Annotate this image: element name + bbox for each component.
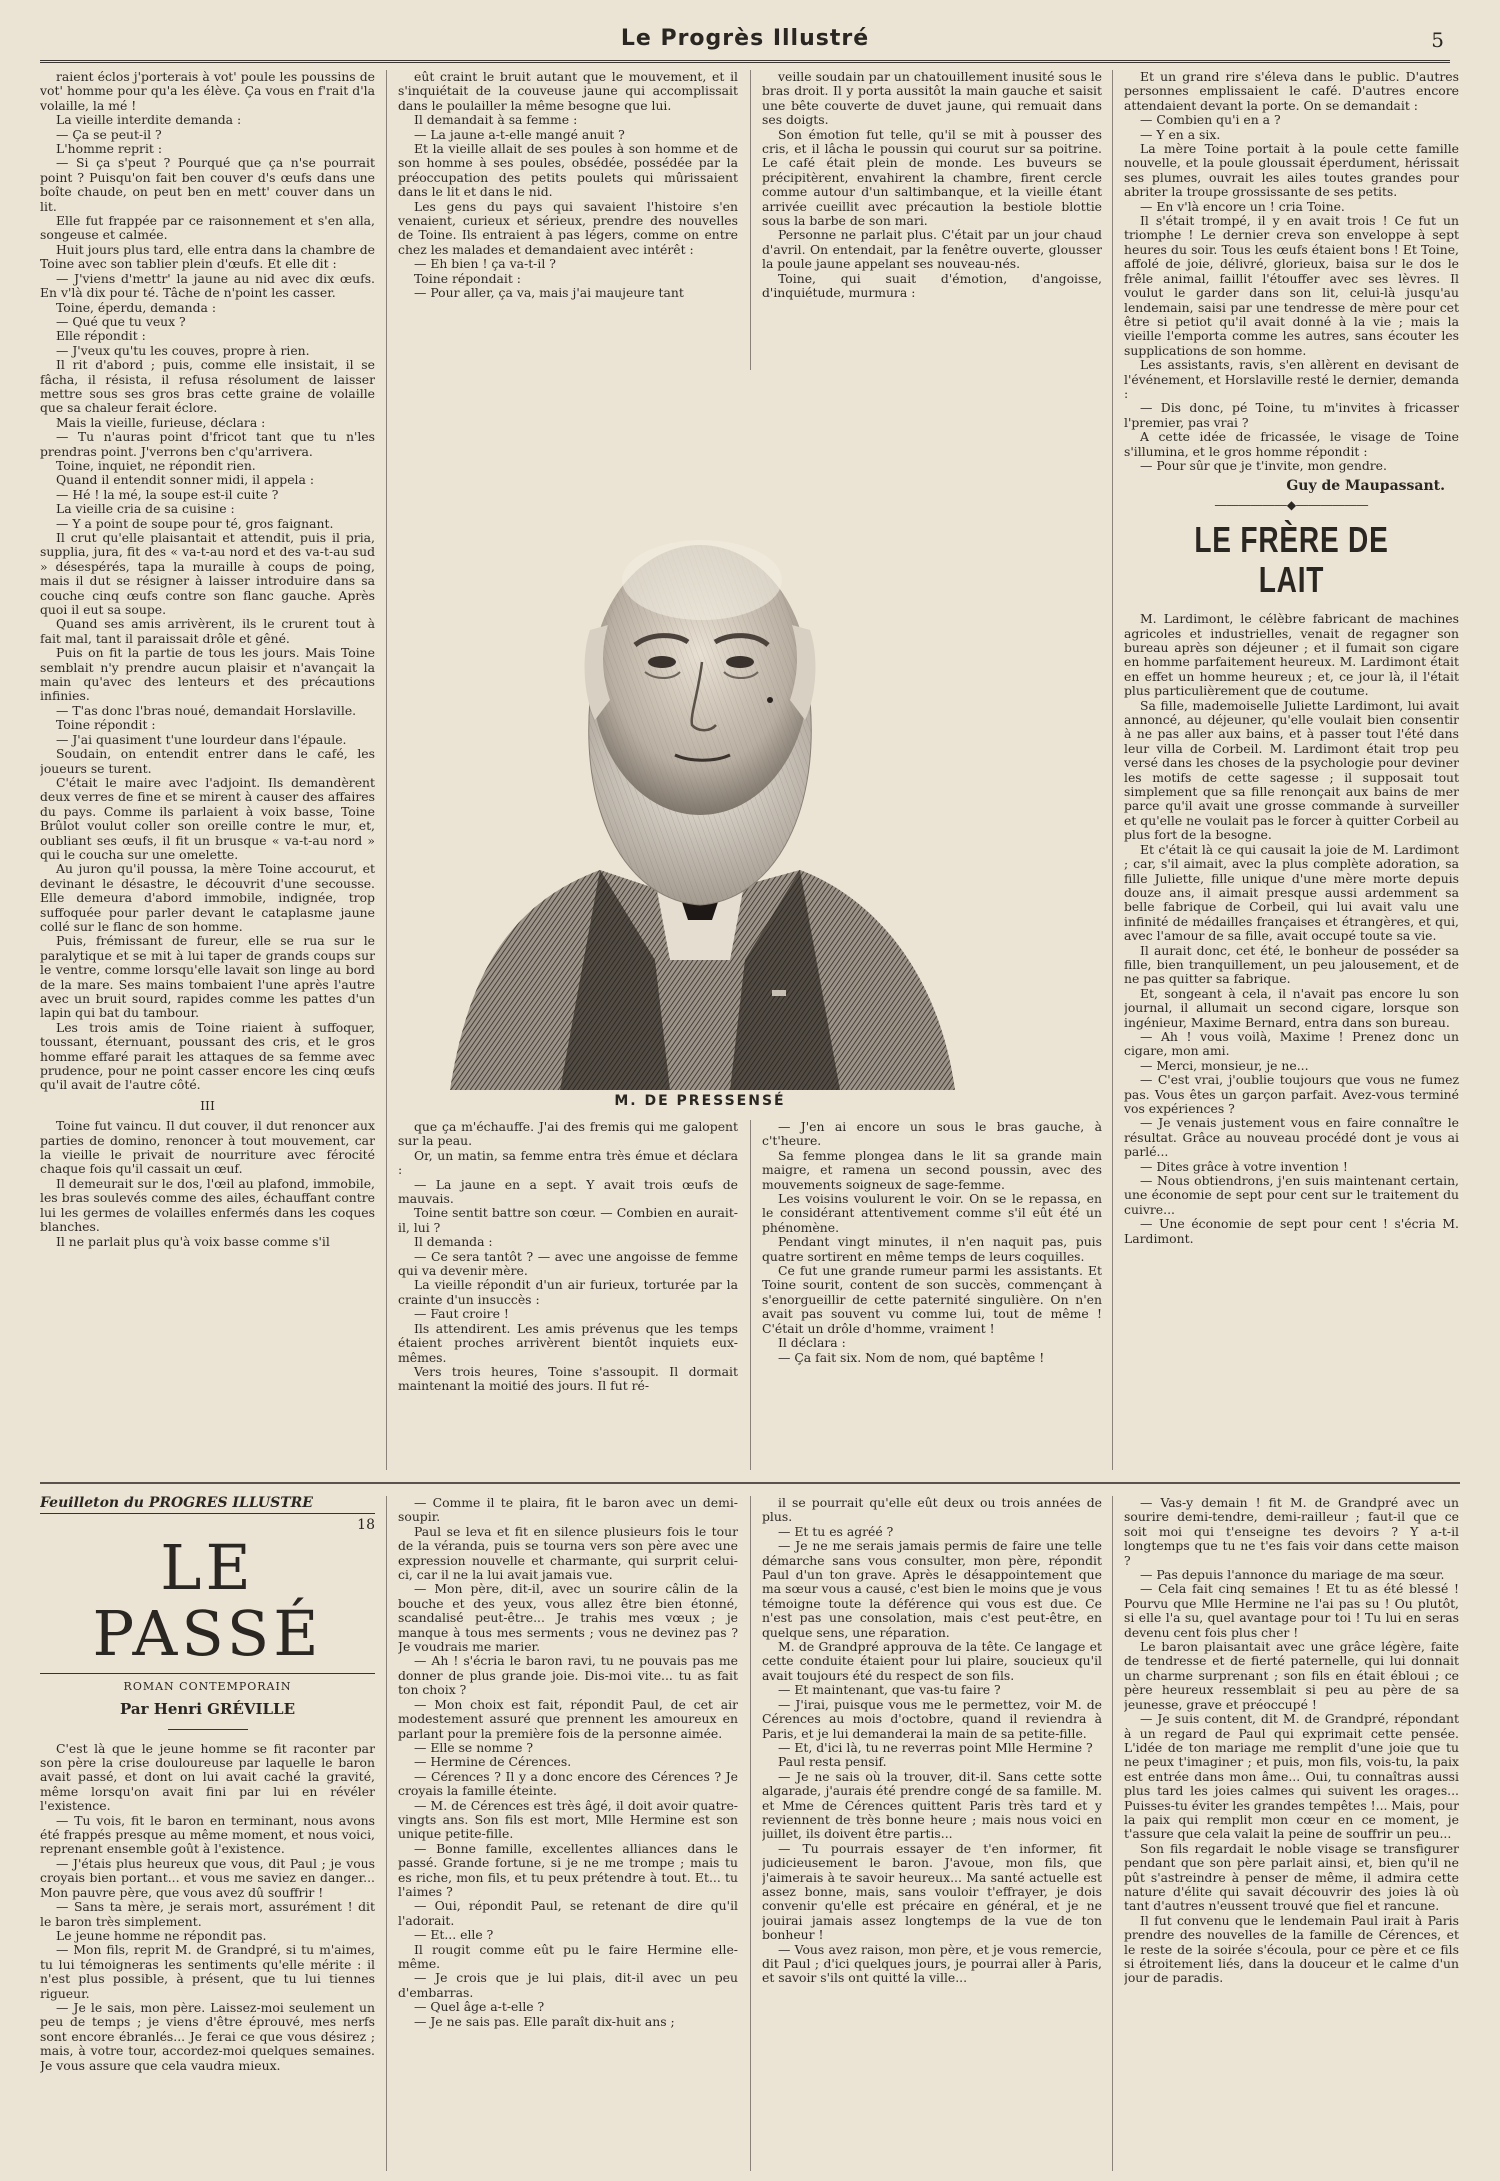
portrait-caption: M. DE PRESSENSÉ bbox=[614, 1093, 786, 1109]
paragraph: — Ça se peut-il ? bbox=[56, 126, 162, 142]
feuilleton-column-2 bbox=[398, 1496, 738, 2171]
paragraph: — Y en a six. bbox=[1140, 126, 1221, 142]
paragraph: Au juron qu'il poussa, la mère Toine accourut, et devinant le désastre, le découvrit d'une secousse. Elle demeura d'abord immobile, indignée, trop suffoquée pour parler devant le cataplasme jaune collé sur le flanc de son homme. bbox=[40, 861, 375, 934]
paragraph: Quand ses amis arrivèrent, ils le crurent tout à fait mal, tant il paraissait drôle et gêné. bbox=[40, 616, 375, 646]
paragraph: III bbox=[200, 1097, 215, 1113]
paragraph: Puis, frémissant de fureur, elle se rua sur le paralytique et se mit à lui taper de grands coups sur le ventre, comme lorsqu'elle lavait son linge au bord de la mare. Ses mains tombaient l'une après l'autre avec un bruit sourd, rapides comme les pattes d'un lapin qui bat du tambour. bbox=[40, 933, 375, 1021]
paragraph: Et, songeant à cela, il n'avait pas encore lu son journal, il allumait un second cigare, lorsque son ingénieur, Maxime Bernard, entra dans son bureau. bbox=[1124, 985, 1459, 1030]
paragraph: Toine, éperdu, demanda : bbox=[56, 299, 217, 315]
story-column-3-top bbox=[762, 70, 1102, 370]
paragraph: Paul resta pensif. bbox=[778, 1754, 887, 1770]
paragraph: — Pour aller, ça va, mais j'ai maujeure tant bbox=[414, 285, 684, 301]
paragraph: — Pour sûr que je t'invite, mon gendre. bbox=[1140, 457, 1387, 473]
paragraph: — Mon père, dit-il, avec un sourire câlin de la bouche et des yeux, vous allez être bien étonné, scandalisé peut-être... Je trahis mes vœux ; je manque à tous mes serments ; vous ne devinez pas ? Je voudrais me marier. bbox=[398, 1581, 738, 1655]
column-divider bbox=[386, 70, 387, 1470]
feuilleton-column-1 bbox=[40, 1496, 375, 2171]
paragraph: eût craint le bruit autant que le mouvement, et il s'inquiétait de la couveuse jaune qui accomplissait dans le poulailler la même besogne que lui. bbox=[398, 70, 738, 113]
article-headline: LE FRÈRE DE LAIT bbox=[1194, 519, 1389, 601]
paragraph: — Ce sera tantôt ? — avec une angoisse de femme qui va devenir mère. bbox=[398, 1248, 738, 1279]
paragraph: — J'étais plus heureux que vous, dit Paul ; je vous croyais bien portant... et vous me saviez en danger... Mon pauvre père, que vous avez dû souffrir ! bbox=[40, 1855, 375, 1900]
paragraph: Et la vieille allait de ses poules à son homme et de son homme à ses poules, obsédée, possédée par la préoccupation des petits poulets qui mûrissaient dans le lit et dans le nid. bbox=[398, 141, 738, 200]
paragraph: — Bonne famille, excellentes alliances dans le passé. Grande fortune, si je ne me trompe ; mais tu es riche, mon fils, et tu peux prétendre à tout. Et... tu l'aimes ? bbox=[398, 1840, 738, 1899]
ornament-divider: ――――――◆―――――― bbox=[1214, 497, 1369, 512]
paragraph: — Mon choix est fait, répondit Paul, de cet air modestement assuré que prennent les amoureux en parlant pour la première fois de la personne aimée. bbox=[398, 1696, 738, 1741]
paragraph: — Hermine de Cérences. bbox=[414, 1754, 572, 1770]
paragraph: — Pas depuis l'annonce du mariage de ma sœur. bbox=[1140, 1567, 1445, 1583]
paragraph: Toine sentit battre son cœur. — Combien en aurait-il, lui ? bbox=[398, 1205, 738, 1235]
paragraph: — Tu vois, fit le baron en terminant, nous avons été frappés presque au même moment, et nous voici, reprenant ensemble goût à l'existence. bbox=[40, 1812, 375, 1857]
paragraph: il se pourrait qu'elle eût deux ou trois années de plus. bbox=[762, 1496, 1102, 1525]
paragraph: — J'ai quasiment t'une lourdeur dans l'épaule. bbox=[56, 731, 347, 747]
paragraph: — La jaune en a sept. Y avait trois œufs de mauvais. bbox=[398, 1176, 738, 1207]
paragraph: — M. de Cérences est très âgé, il doit avoir quatre-vingts ans. Son fils est mort, Mlle Hermine est son unique petite-fille. bbox=[398, 1797, 738, 1842]
paragraph: — Dis donc, pé Toine, tu m'invites à fricasser l'premier, pas vrai ? bbox=[1124, 400, 1459, 430]
paragraph: — Une économie de sept pour cent ! s'écria M. Lardimont. bbox=[1124, 1216, 1459, 1246]
paragraph: Toine répondit : bbox=[56, 717, 156, 733]
paragraph: — La jaune a-t-elle mangé anuit ? bbox=[414, 126, 625, 142]
paragraph: — Vas-y demain ! fit M. de Grandpré avec un sourire demi-tendre, demi-railleur ; faut-il que ce soit moi qui t'enseigne tes devoirs ? Y a-t-il longtemps que tu ne t'es fais voir dans cette maison ? bbox=[1124, 1496, 1459, 1568]
paragraph: Son émotion fut telle, qu'il se mit à pousser des cris, et il lâcha le poussin qui courut sur sa poitrine. Le café était plein de monde. Les buveurs se précipitèrent, envahirent la chambre, firent cercle comme autour d'un saltimbanque, et la vieille étant arrivée cueillit avec précaution la bestiole blottie sous la barbe de son mari. bbox=[762, 126, 1102, 229]
paragraph: Toine, qui suait d'émotion, d'angoisse, d'inquiétude, murmura : bbox=[762, 270, 1102, 301]
paragraph: Les trois amis de Toine riaient à suffoquer, toussant, éternuant, poussant des cris, et le gros homme effaré parait les attaques de sa femme avec prudence, pour ne point casser encore les cinq œufs qu'il avait de l'autre côté. bbox=[40, 1019, 375, 1093]
paragraph: — En v'là encore un ! cria Toine. bbox=[1140, 198, 1345, 214]
paragraph: Toine répondait : bbox=[414, 270, 521, 286]
story-column-2-bottom bbox=[398, 1120, 738, 1470]
paragraph: Il rougit comme eût pu le faire Hermine elle-même. bbox=[398, 1941, 738, 1971]
novel-author: Par Henri GRÉVILLE bbox=[119, 1700, 296, 1719]
paragraph: Soudain, on entendit entrer dans le café, les joueurs se turent. bbox=[40, 746, 375, 776]
paragraph: Et un grand rire s'éleva dans le public. D'autres personnes emplissaient le café. D'autres encore attendaient devant la porte. On se demandait : bbox=[1124, 70, 1459, 113]
paragraph: Elle fut frappée par ce raisonnement et s'en alla, songeuse et calmée. bbox=[40, 213, 375, 243]
paragraph: Il aurait donc, cet été, le bonheur de posséder sa fille, bien tranquillement, un peu jalousement, et de ne pas quitter sa fabrique. bbox=[1124, 942, 1459, 987]
paragraph: Toine fut vaincu. Il dut couver, il dut renoncer aux parties de domino, renoncer à tout mouvement, car la vieille le privait de nourriture avec férocité chaque fois qu'il cassait un œuf. bbox=[40, 1118, 375, 1177]
paragraph: La vieille répondit d'un air furieux, torturée par la crainte d'un insuccès : bbox=[398, 1277, 738, 1307]
paragraph: — Je le sais, mon père. Laissez-moi seulement un peu de temps ; je viens d'être éprouvé, mes nerfs sont encore ébranlés... Je ferai ce que vous désirez ; mais, à votre tour, accordez-moi quelques semaines. Je vous assure que cela vaudra mieux. bbox=[40, 1999, 375, 2073]
paragraph: — J'en ai encore un sous le bras gauche, à c't'heure. bbox=[762, 1120, 1102, 1149]
column-divider bbox=[1112, 1496, 1113, 2171]
paragraph: Paul se leva et fit en silence plusieurs fois le tour de la véranda, puis se tourna vers son père avec une expression nouvelle et charmante, qui surprit celui-ci, car il ne la lui avait jamais vue. bbox=[398, 1523, 738, 1583]
paragraph: — Si ça s'peut ? Pourqué que ça n'se pourrait point ? Puisqu'on fait ben couver d's œufs dans une boîte chaude, on peut ben en mett' couver dans un lit. bbox=[40, 155, 375, 214]
paragraph: — Comme il te plaira, fit le baron avec un demi-soupir. bbox=[398, 1496, 738, 1525]
paragraph: Pendant vingt minutes, il n'en naquit pas, puis quatre sortirent en même temps de leurs coquilles. bbox=[762, 1234, 1102, 1264]
feuilleton-header: Feuilleton du PROGRÈS ILLUSTRÉ bbox=[40, 1496, 375, 1514]
paragraph: Il ne parlait plus qu'à voix basse comme s'il bbox=[56, 1233, 330, 1249]
paragraph: — Ah ! s'écria le baron ravi, tu ne pouvais pas me donner de plus grande joie. Dis-moi vite... tu as fait ton choix ? bbox=[398, 1653, 738, 1698]
paragraph: Il déclara : bbox=[778, 1335, 846, 1351]
paragraph: Les assistants, ravis, s'en allèrent en devisant de l'événement, et Horslaville resté le dernier, demanda : bbox=[1124, 357, 1459, 401]
paragraph: Il s'était trompé, il y en avait trois ! Ce fut un triomphe ! Le dernier creva son enveloppe à sept heures du soir. Tous les œufs étaient bons ! Et Toine, affolé de joie, délivré, glorieux, baisa sur le dos le frêle animal, faillit l'étouffer avec ses lèvres. Il voulut le garder dans son lit, celui-là jusqu'au lendemain, saisi par une tendresse de mère pour cet être si petiot qu'il avait donné à la vie ; mais la vieille l'emporta comme les autres, sans écouter les supplications de son homme. bbox=[1124, 213, 1459, 358]
paragraph: Personne ne parlait plus. C'était par un jour chaud d'avril. On entendait, par la fenêtre ouverte, glousser la poule jaune appelant ses nouveau-nés. bbox=[762, 227, 1102, 272]
masthead bbox=[40, 22, 1450, 63]
column-divider bbox=[750, 1120, 751, 1470]
feuilleton-column-3 bbox=[762, 1496, 1102, 2171]
paragraph: Elle répondit : bbox=[56, 328, 146, 344]
paragraph: — Je venais justement vous en faire connaître le résultat. Grâce au nouveau procédé dont je vous ai parlé... bbox=[1124, 1115, 1459, 1160]
newspaper-title: Le Progrès Illustré bbox=[620, 26, 870, 51]
paragraph: Il demanda : bbox=[414, 1234, 493, 1250]
portrait-engraving bbox=[440, 400, 960, 1100]
paragraph: — Tu pourrais essayer de t'en informer, fit judicieusement le baron. J'avoue, mon fils, que j'aimerais à te savoir heureux... Ma santé actuelle est assez bonne, mais, sans vouloir t'effrayer, je dois convenir qu'elle est précaire en général, et je ne jouirai jamais assez longtemps de la vue de ton bonheur ! bbox=[762, 1840, 1102, 1943]
paragraph: — Y a point de soupe pour té, gros faignant. bbox=[56, 515, 334, 531]
paragraph: Le jeune homme ne répondit pas. bbox=[56, 1927, 267, 1943]
paragraph: — Eh bien ! ça va-t-il ? bbox=[414, 256, 556, 272]
paragraph: — Je crois que je lui plais, dit-il avec un peu d'embarras. bbox=[398, 1970, 738, 2000]
paragraph: — Ah ! vous voilà, Maxime ! Prenez donc un cigare, mon ami. bbox=[1124, 1028, 1459, 1059]
paragraph: M. Lardimont, le célèbre fabricant de machines agricoles et industrielles, venait de regagner son bureau après son déjeuner ; et il fumait son cigare en homme parfaitement heureux. M. Lardimont était en effet un homme heureux ; et, ce jour là, il l'était plus particulièrement que de coutume. bbox=[1124, 611, 1459, 699]
paragraph: — Combien qu'i en a ? bbox=[1140, 112, 1281, 128]
column-divider bbox=[386, 1496, 387, 2171]
paragraph: Mais la vieille, furieuse, déclara : bbox=[56, 414, 266, 430]
paragraph: — Je ne me serais jamais permis de faire une telle démarche sans vous consulter, mon père, répondit Paul d'un ton grave. Après le désappointement que ma sœur vous a causé, c'est bien le moins que je vous témoigne toute la déférence qui vous est due. Ce n'est pas une consolation, mais c'est peut-être, en quelque sens, une réparation. bbox=[762, 1538, 1102, 1640]
column-divider bbox=[750, 70, 751, 370]
paragraph: La vieille interdite demanda : bbox=[56, 112, 242, 128]
paragraph: Il demeurait sur le dos, l'œil au plafond, immobile, les bras soulevés comme des ailes, échauffant contre lui les germes de volailles enfermés dans les coques blanches. bbox=[40, 1175, 375, 1235]
paragraph: Sa femme plongea dans le lit sa grande main maigre, et ramena un second poussin, avec des mouvements soigneux de sage-femme. bbox=[762, 1147, 1102, 1192]
paragraph: — Nous obtiendrons, j'en suis maintenant certain, une économie de sept pour cent sur le traitement du cuivre... bbox=[1124, 1173, 1459, 1217]
story-column-4 bbox=[1124, 70, 1459, 1470]
paragraph: — Je suis content, dit M. de Grandpré, répondant à un regard de Paul qui exprimait cette pensée. L'idée de ton mariage me remplit d'une joie que tu ne peux t'imaginer ; et puis, mon fils, vois-tu, la paix est entrée dans mon âme... Oui, tu connaîtras aussi plus tard les joies calmes qui suivent les orages... Puisses-tu éviter les grandes tempêtes !... Mais, pour la paix qui remplit mon cœur en ce moment, je t'assure que cela valait la peine de souffrir un peu... bbox=[1124, 1711, 1459, 1842]
paragraph: Il demandait à sa femme : bbox=[414, 112, 578, 128]
paragraph: — J'veux qu'tu les couves, propre à rien. bbox=[56, 342, 310, 358]
paragraph: — Vous avez raison, mon père, et je vous remercie, dit Paul ; d'ici quelques jours, je pourrai aller à Paris, et savoir s'ils ont quitté la ville... bbox=[762, 1941, 1102, 1986]
story-column-2-top bbox=[398, 70, 738, 370]
paragraph: — Elle se nomme ? bbox=[414, 1739, 534, 1755]
author-rule bbox=[168, 1729, 248, 1730]
paragraph: Il rit d'abord ; puis, comme elle insistait, il se fâcha, il résista, il refusa résolument de laisser mettre sous ses gros bras cette graine de volaille que sa chaleur ferait éclore. bbox=[40, 357, 375, 416]
paragraph: Huit jours plus tard, elle entra dans la chambre de Toine avec son tablier plein d'œufs. Et elle dit : bbox=[40, 241, 375, 272]
paragraph: — T'as donc l'bras noué, demandait Horslaville. bbox=[56, 702, 357, 718]
novel-subtitle: ROMAN CONTEMPORAIN bbox=[123, 1679, 292, 1693]
paragraph: A cette idée de fricassée, le visage de Toine s'illumina, et le gros homme répondit : bbox=[1124, 429, 1459, 459]
paragraph: — Et tu es agréé ? bbox=[778, 1523, 894, 1539]
paragraph: — C'est vrai, j'oublie toujours que vous ne fumez pas. Vous êtes un garçon parfait. Avez-vous terminé vos expériences ? bbox=[1124, 1072, 1459, 1116]
paragraph: — Qué que tu veux ? bbox=[56, 313, 186, 329]
paragraph: — Quel âge a-t-elle ? bbox=[414, 1999, 545, 2015]
paragraph: Or, un matin, sa femme entra très émue et déclara : bbox=[398, 1147, 738, 1178]
paragraph: — Hé ! la mé, la soupe est-il cuite ? bbox=[56, 486, 279, 502]
paragraph: Le baron plaisantait avec une grâce légère, faite de tendresse et de fierté paternelle, qui lui donnait un charme surprenant ; son fils en était ébloui ; ce père heureux ressemblait si peu au père de sa jeunesse, grave et préoccupé ! bbox=[1124, 1639, 1459, 1712]
paragraph: Il fut convenu que le lendemain Paul irait à Paris prendre des nouvelles de la famille de Cérences, et le reste de la soirée s'écoula, pour ce père et ce fils si étroitement liés, dans la douceur et le calme d'un jour de paradis. bbox=[1124, 1912, 1459, 1986]
paragraph: Ils attendirent. Les amis prévenus que les temps étaient proches arrivèrent bientôt inquiets eux-mêmes. bbox=[398, 1320, 738, 1365]
paragraph: — Oui, répondit Paul, se retenant de dire qu'il l'adorait. bbox=[398, 1898, 738, 1928]
story-column-1 bbox=[40, 70, 375, 1470]
paragraph: Et c'était là ce qui causait la joie de M. Lardimont ; car, s'il aimait, avec la plus complète adoration, sa fille Juliette, fille unique d'une mère morte depuis douze ans, il aimait presque aussi ardemment sa belle fabrique de Corbeil, qui lui avait valu une infinité de médailles françaises et étrangères, et qui, avec l'amour de sa fille, avait occupé toute sa vie. bbox=[1124, 841, 1459, 944]
paragraph: — Ça fait six. Nom de nom, qué baptême ! bbox=[778, 1349, 1045, 1365]
paragraph: — Et, d'ici là, tu ne reverras point Mlle Hermine ? bbox=[778, 1739, 1093, 1755]
portrait-illustration bbox=[440, 400, 960, 1100]
paragraph: Son fils regardait le noble visage se transfigurer pendant que son père parlait ainsi, et, bien qu'il ne pût s'astreindre à penser de même, il admira cette nature d'élite qui savait découvrir des joies là où tant d'autres n'eussent trouvé que fiel et rancune. bbox=[1124, 1840, 1459, 1914]
paragraph: Il crut qu'elle plaisantait et attendit, puis il pria, supplia, jura, fit des « va-t-au nord et des va-t-au sud » désespérés, tapa la muraille à coups de poing, mais il dut se résigner à laisser introduire dans sa couche cinq œufs contre son flanc gauche. Après quoi il eut sa soupe. bbox=[40, 530, 375, 618]
paragraph: que ça m'échauffe. J'ai des fremis qui me galopent sur la peau. bbox=[398, 1120, 738, 1149]
paragraph: — Et... elle ? bbox=[414, 1927, 494, 1943]
paragraph: — Mon fils, reprit M. de Grandpré, si tu m'aimes, tu lui témoigneras les sentiments qu'elle mérite : il n'est plus possible, à présent, que tu lui tiennes rigueur. bbox=[40, 1942, 375, 2001]
story-column-3-bottom bbox=[762, 1120, 1102, 1470]
paragraph: — Faut croire ! bbox=[414, 1306, 509, 1322]
paragraph: C'était le maire avec l'adjoint. Ils demandèrent deux verres de fine et se mirent à causer des affaires du pays. Comme ils parlaient à voix basse, Toine Brûlot voulut coller son oreille contre le mur, et, oubliant ses œufs, il fit un brusque « va-t-au nord » qui le coucha sur une omelette. bbox=[40, 774, 375, 862]
paragraph: — Sans ta mère, je serais mort, assurément ! dit le baron très simplement. bbox=[40, 1899, 375, 1929]
paragraph: veille soudain par un chatouillement inusité sous le bras droit. Il y porta aussitôt la main gauche et saisit une bête couverte de duvet jaune, qui remuait dans ses doigts. bbox=[762, 70, 1102, 128]
paragraph: Quand il entendit sonner midi, il appela : bbox=[56, 472, 315, 488]
paragraph: — Je ne sais pas. Elle paraît dix-huit ans ; bbox=[414, 2013, 675, 2029]
paragraph: raient éclos j'porterais à vot' poule les poussins de vot' homme pour qu'a les élève. Ça vous en f'rait d'la volaille, la mé ! bbox=[40, 70, 375, 113]
column-divider bbox=[750, 1496, 751, 2171]
paragraph: Sa fille, mademoiselle Juliette Lardimont, lui avait annoncé, au déjeuner, qu'elle voulait bien consentir à ne pas aller aux bains, et à passer tout l'été dans leur villa de Corbeil. M. Lardimont était trop peu versé dans les choses de la psychologie pour deviner les motifs de cette sagesse ; il supposait tout simplement que sa fille renonçait aux bains de mer parce qu'il avait une grosse commande à surveiller et qu'elle ne voulait pas le forcer à quitter Corbeil au plus fort de la besogne. bbox=[1124, 697, 1459, 843]
feuilleton-column-4 bbox=[1124, 1496, 1459, 2171]
feuilleton-separator bbox=[40, 1482, 1460, 1484]
paragraph: C'est là que le jeune homme se fit raconter par son père la crise douloureuse par laquelle le baron avait passé, et dont on lui avait caché la gravité, même lorsqu'on avait fini par lui en révéler l'existence. bbox=[40, 1740, 375, 1814]
paragraph: Ce fut une grande rumeur parmi les assistants. Et Toine sourit, content de son succès, commençant à s'enorgueillir de cette paternité singulière. On n'en avait pas souvent vu comme lui, tout de même ! C'était un drôle d'homme, vraiment ! bbox=[762, 1263, 1102, 1336]
paragraph: Les voisins voulurent le voir. On se le repassa, en le considérant attentivement comme s'il eût été un phénomène. bbox=[762, 1191, 1102, 1235]
paragraph: L'homme reprit : bbox=[56, 141, 163, 157]
paragraph: — Dites grâce à votre invention ! bbox=[1140, 1158, 1348, 1174]
author-signature: Guy de Maupassant. bbox=[1286, 478, 1445, 495]
paragraph: La mère Toine portait à la poule cette famille nouvelle, et la poule gloussait éperdument, hérissait ses plumes, ouvrait les ailes toutes grandes pour abriter la troupe grossissante de ses petits. bbox=[1124, 141, 1459, 200]
paragraph: Puis on fit la partie de tous les jours. Mais Toine semblait n'y prendre aucun plaisir et n'avançait la main qu'avec des lenteurs et des précautions infinies. bbox=[40, 645, 375, 704]
paragraph: — Cela fait cinq semaines ! Et tu as été blessé ! Pourvu que Mlle Hermine ne l'ai pas su ! Ou plutôt, si elle l'a su, quel avantage pour toi ! Tu lui en seras devenu cent fois plus cher ! bbox=[1124, 1581, 1459, 1640]
paragraph: — J'irai, puisque vous me le permettez, voir M. de Cérences au mois d'octobre, quand il reviendra à Paris, et je lui demanderai la main de sa petite-fille. bbox=[762, 1696, 1102, 1741]
paragraph: M. de Grandpré approuva de la tête. Ce langage et cette conduite étaient pour lui plaire, soucieux qu'il avait toujours été du respect de son fils. bbox=[762, 1639, 1102, 1683]
novel-title: LE PASSÉ bbox=[40, 1535, 375, 1674]
paragraph: — Merci, monsieur, je ne... bbox=[1140, 1057, 1309, 1073]
installment-number: 18 bbox=[357, 1517, 375, 1534]
paragraph: Toine, inquiet, ne répondit rien. bbox=[56, 457, 256, 473]
paragraph: — Je ne sais où la trouver, dit-il. Sans cette sotte algarade, j'aurais été prendre congé de sa famille. M. et Mme de Cérences quittent Paris très tard et y reviennent de très bonne heure ; mais nous voici en juillet, ils doivent être partis... bbox=[762, 1768, 1102, 1842]
paragraph: Les gens du pays qui savaient l'histoire s'en venaient, curieux et sérieux, prendre des nouvelles de Toine. Ils entraient à pas légers, comme on entre chez les malades et demandaient avec intérêt : bbox=[398, 198, 738, 257]
paragraph: — Et maintenant, que vas-tu faire ? bbox=[778, 1682, 1001, 1698]
column-divider bbox=[1112, 70, 1113, 1470]
paragraph: — Cérences ? Il y a donc encore des Cérences ? Je croyais la famille éteinte. bbox=[398, 1768, 738, 1799]
paragraph: La vieille cria de sa cuisine : bbox=[56, 501, 235, 517]
paragraph: Vers trois heures, Toine s'assoupit. Il dormait maintenant la moitié des jours. Il fut ré- bbox=[398, 1363, 738, 1394]
paragraph: — Tu n'auras point d'fricot tant que tu n'les prendras point. J'verrons ben c'qu'arrivera. bbox=[40, 429, 375, 459]
page-number: 5 bbox=[1431, 28, 1444, 52]
paragraph: — J'viens d'mettr' la jaune au nid avec dix œufs. En v'là dix pour té. Tâche de n'point les casser. bbox=[40, 270, 375, 301]
